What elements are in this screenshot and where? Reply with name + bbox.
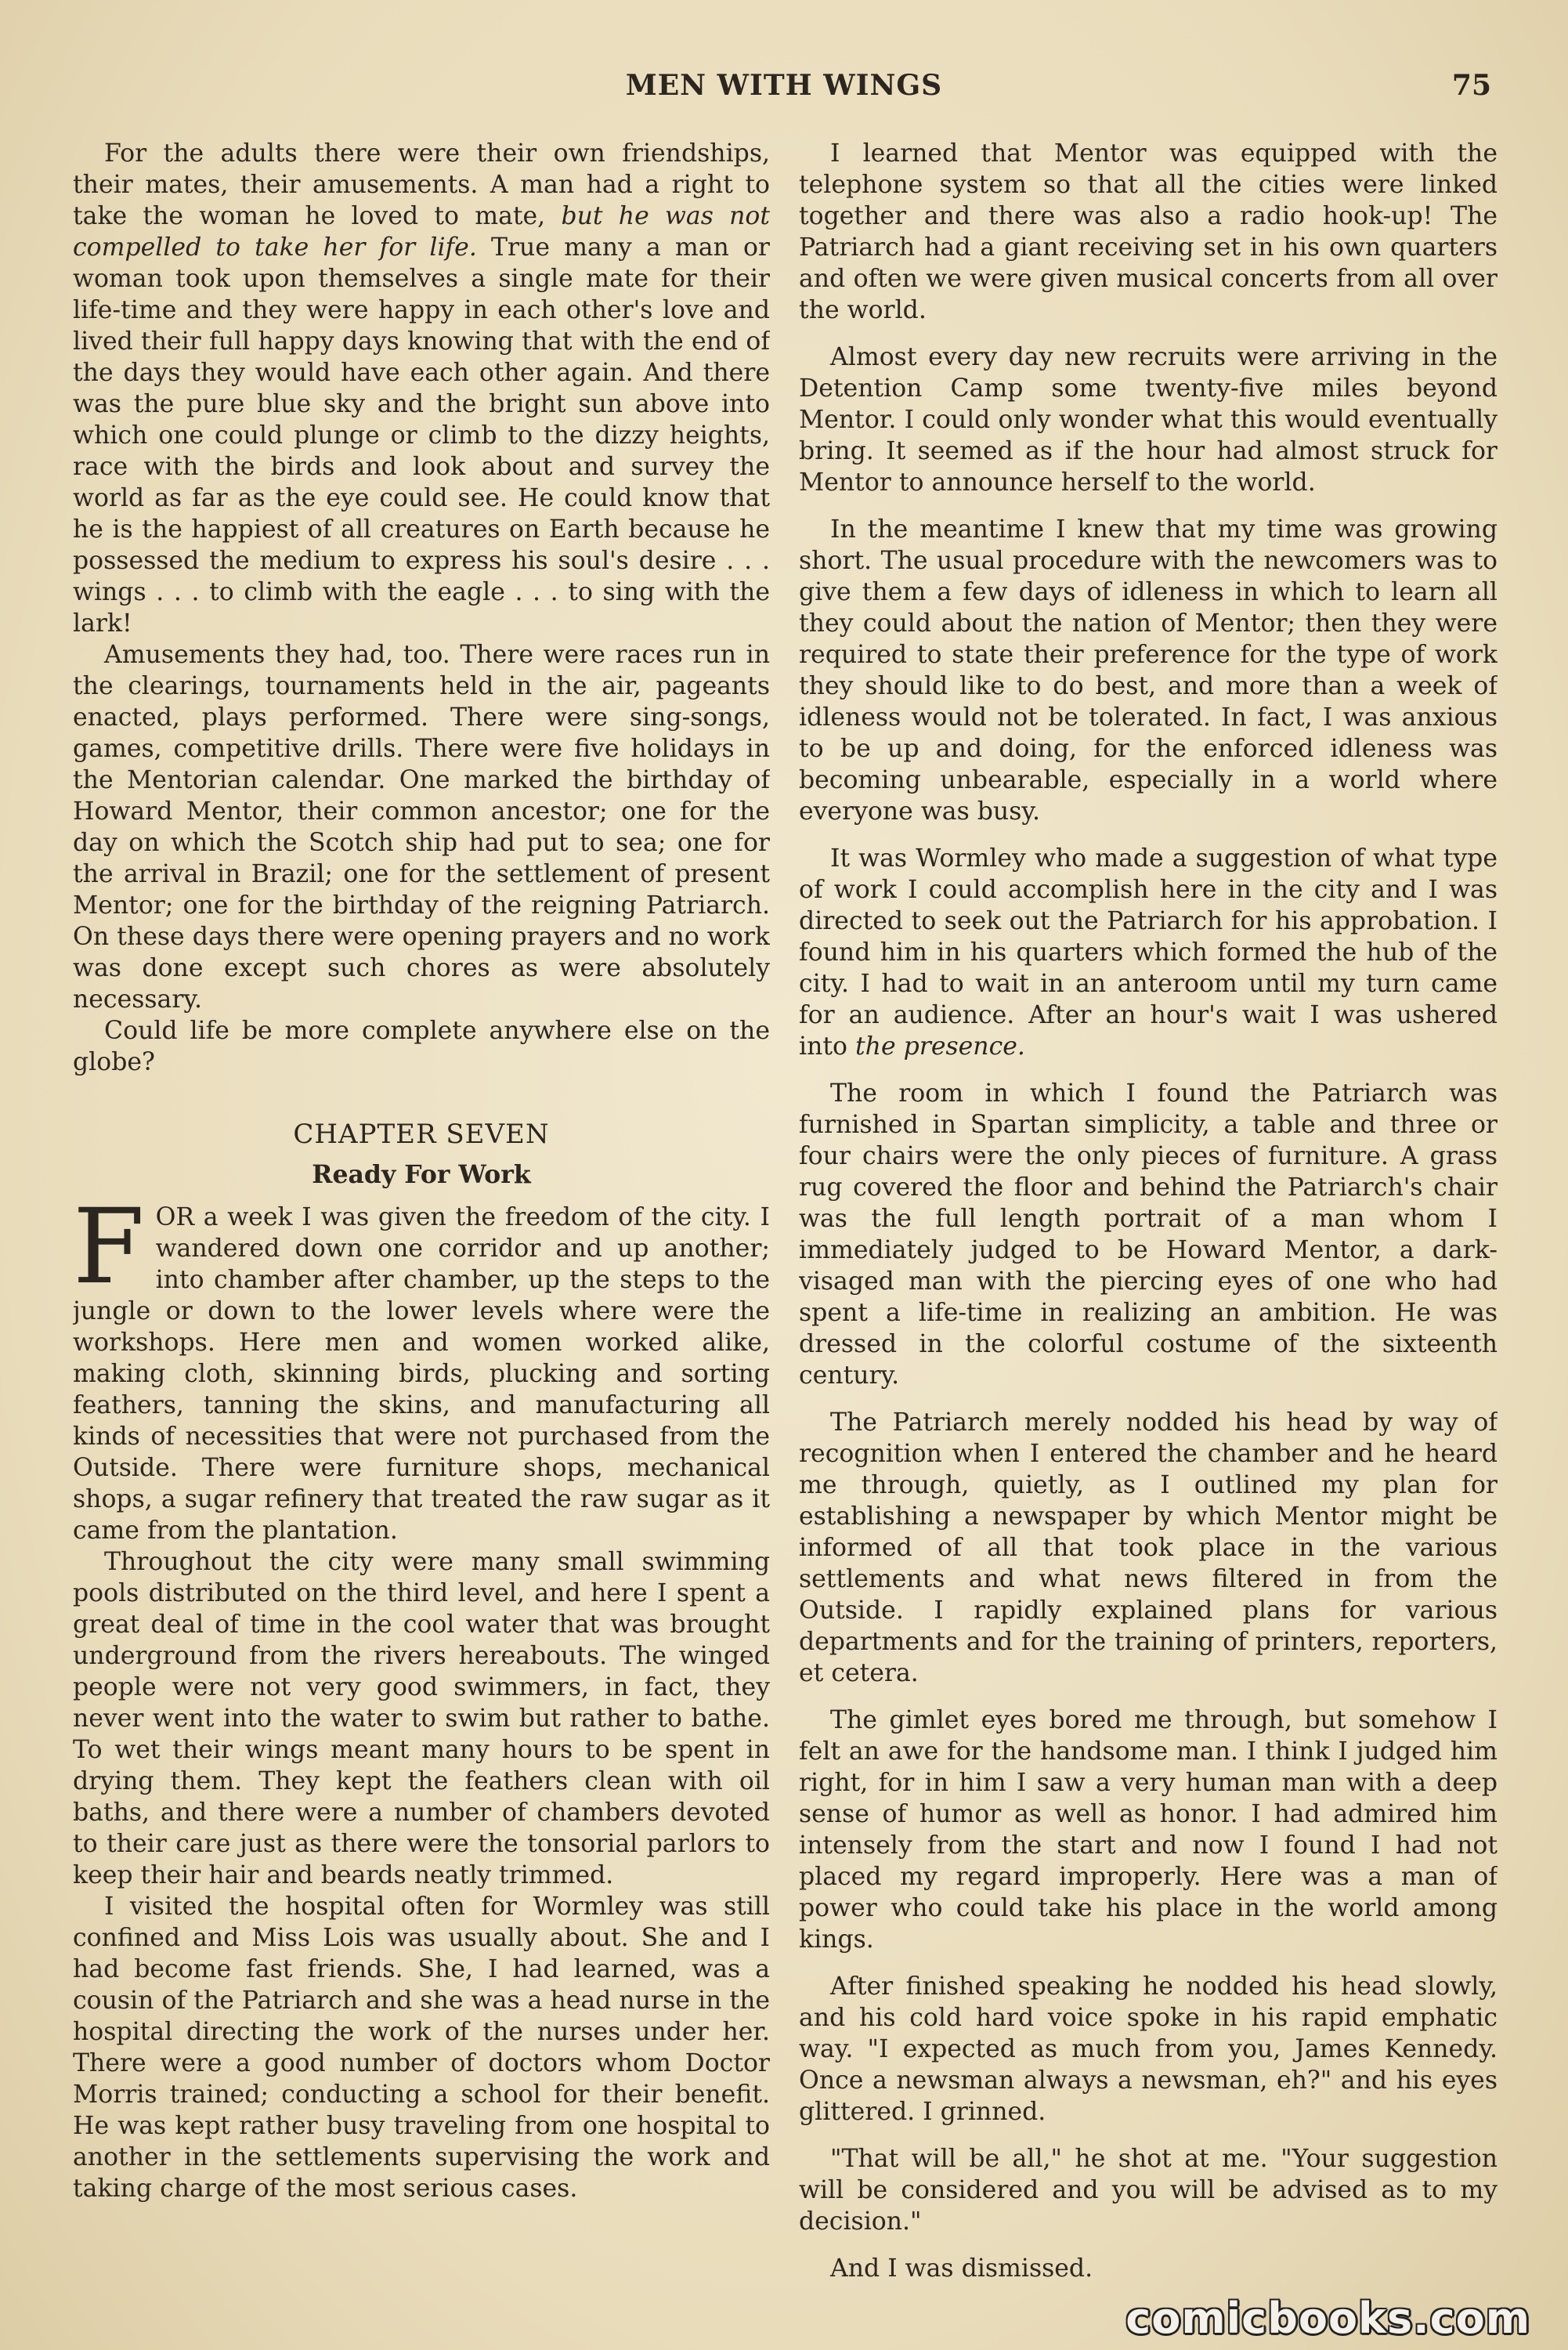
- paragraph: I visited the hospital often for Wormley was still confined and Miss Lois was usually about. She and I had become fast friends. She, I had learned, was a cousin of the Patriarch and she was a head nurse in the hospital directing the work of the nurses under her. There were a good number of doctors whom Doctor Morris trained; conducting a school for their benefit. He was kept rather busy traveling from one hospital to another in the settlements supervising the work and taking charge of the most serious cases.: [73, 1893, 770, 2203]
- running-title: MEN WITH WINGS: [625, 69, 943, 102]
- site-watermark: comicbooks.com: [1125, 2294, 1530, 2343]
- paragraph: The room in which I found the Patriarch was furnished in Spartan simplicity, a table and three or four chairs were the only pieces of furniture. A grass rug covered the floor and behind the Patriarch's chair was the full length portrait of a man whom I immediately judged to be Howard Mentor, a dark-visaged man with the piercing eyes of one who had spent a life-time in realizing an ambition. He was dressed in the colorful costume of the sixteenth century.: [799, 1079, 1498, 1390]
- italic-phrase: the presence.: [855, 1032, 1025, 1061]
- paragraph: The gimlet eyes bored me through, but somehow I felt an awe for the handsome man. I think I judged him right, for in him I saw a very human man with a deep sense of humor as well as honor. I had admired him intensely from the start and now I found I had not placed my regard improperly. Here was a man of power who could take his place in the world among kings.: [799, 1706, 1498, 1954]
- paragraph: After finished speaking he nodded his head slowly, and his cold hard voice spoke in his rapid emphatic way. "I expected as much from you, James Kennedy. Once a newsman always a newsman, eh?" and his eyes glittered. I grinned.: [799, 1972, 1498, 2126]
- drop-cap: F: [73, 1187, 145, 1307]
- paragraph: Amusements they had, too. There were races run in the clearings, tournaments held in the air, pageants enacted, plays performed. There were sing-songs, games, competitive drills. There were five holidays in the Mentorian calendar. One marked the birthday of Howard Mentor, their common ancestor; one for the day on which the Scotch ship had put to sea; one for the arrival in Brazil; one for the settlement of present Mentor; one for the birthday of the reigning Patriarch. On these days there were opening prayers and no work was done except such chores as were absolutely necessary.: [73, 641, 770, 1014]
- dropcap-paragraph: FOR a week I was given the freedom of the city. I wandered down one corridor and up another; into chamber after chamber, up the steps to the jungle or down to the lower levels where were the workshops. Here men and women worked alike, making cloth, skinning birds, plucking and sorting feathers, tanning the skins, and manufacturing all kinds of necessities that were not purchased from the Outside. There were furniture shops, mechanical shops, a sugar refinery that treated the raw sugar as it came from the plantation.: [73, 1187, 770, 1545]
- left-column: [73, 138, 770, 2284]
- paragraph: "That will be all," he shot at me. "Your suggestion will be considered and you will be advised as to my decision.": [799, 2145, 1498, 2236]
- paragraph: And I was dismissed.: [830, 2254, 1093, 2283]
- paragraph: Could life be more complete anywhere else on the globe?: [73, 1017, 770, 1076]
- paragraph: In the meantime I knew that my time was growing short. The usual procedure with the newcomers was to give them a few days of idleness in which to learn all they could about the nation of Mentor; then they were required to state their preference for the type of work they should like to do best, and more than a week of idleness would not be tolerated. In fact, I was anxious to be up and doing, for the enforced idleness was becoming unbearable, especially in a world where everyone was busy.: [799, 515, 1498, 826]
- paragraph: It was Wormley who made a suggestion of what type of work I could accomplish here in the city and I was directed to seek out the Patriarch for his approbation. I found him in his quarters which formed the hub of the city. I had to wait in an anteroom until my turn came for an audience. After an hour's wait I was ushered into the presence.: [799, 844, 1498, 1061]
- paragraph: Almost every day new recruits were arriving in the Detention Camp some twenty-five miles beyond Mentor. I could only wonder what this would eventually bring. It seemed as if the hour had almost struck for Mentor to announce herself to the world.: [799, 343, 1498, 497]
- paragraph: For the adults there were their own friendships, their mates, their amusements. A man had a right to take the woman he loved to mate, but he was not compelled to take her for life. True many a man or woman took upon themselves a single mate for their life-time and they were happy in each other's love and lived their full happy days knowing that with the end of the days they would have each other again. And there was the pure blue sky and the bright sun above into which one could plunge or climb to the dizzy heights, race with the birds and look about and survey the world as far as the eye could see. He could know that he is the happiest of all creatures on Earth because he possessed the medium to express his soul's desire . . . wings . . . to climb with the eagle . . . to sing with the lark!: [73, 139, 770, 638]
- paragraph: The Patriarch merely nodded his head by way of recognition when I entered the chamber and he heard me through, quietly, as I outlined my plan for establishing a newspaper by which Mentor might be informed of all that took place in the various settlements and what news filtered in from the Outside. I rapidly explained plans for various departments and for the training of printers, reporters, et cetera.: [799, 1408, 1498, 1687]
- italic-phrase: but he was not compelled to take her for life.: [73, 202, 770, 262]
- page-number: 75: [1451, 69, 1491, 102]
- paragraph: Throughout the city were many small swimming pools distributed on the third level, and here I spent a great deal of time in the cool water that was brought underground from the rivers hereabouts. The winged people were not very good swimmers, in fact, they never went into the water to swim but rather to bathe. To wet their wings meant many hours to be spent in drying them. They kept the feathers clean with oil baths, and there were a number of chambers devoted to their care just as there were the tonsorial parlors to keep their hair and beards neatly trimmed.: [73, 1548, 770, 1889]
- running-head: [0, 69, 1568, 108]
- right-column: [799, 138, 1498, 2284]
- chapter-heading: CHAPTER SEVEN: [293, 1119, 550, 1150]
- chapter-subtitle: Ready For Work: [312, 1160, 531, 1189]
- paragraph: I learned that Mentor was equipped with the telephone system so that all the cities were linked together and there was also a radio hook-up! The Patriarch had a giant receiving set in his own quarters and often we were given musical concerts from all over the world.: [799, 139, 1498, 324]
